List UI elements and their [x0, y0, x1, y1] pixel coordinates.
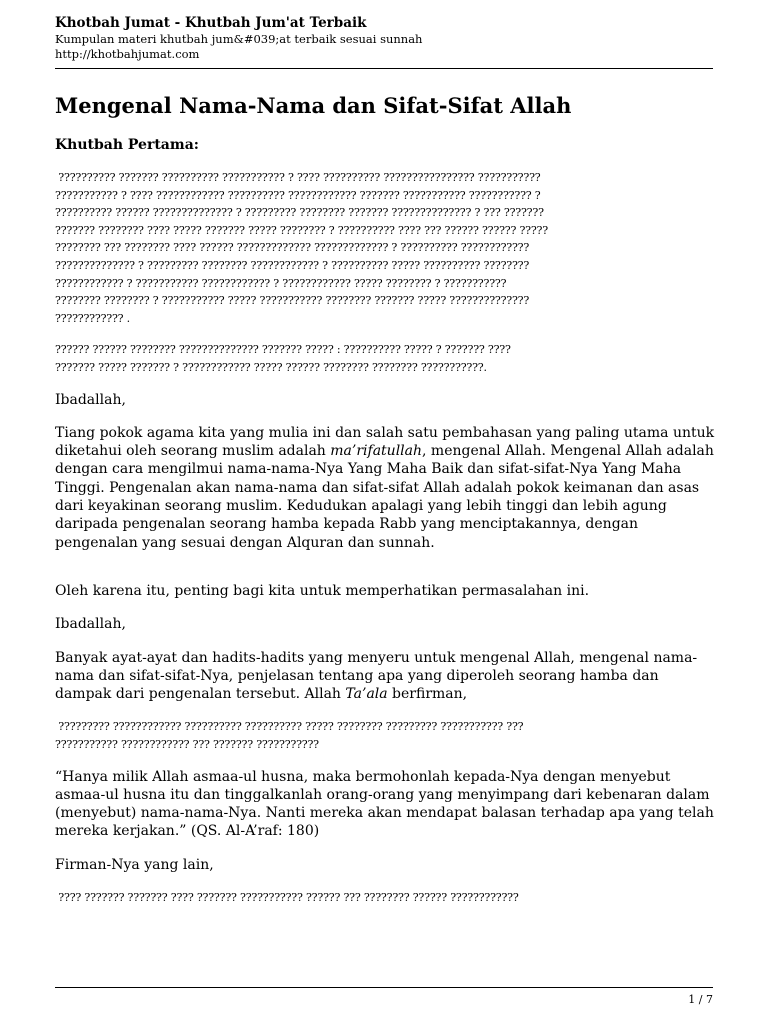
arabic-text-block: ????????? ???????????? ?????????? ?????????? ????? ???????? ????????? ??????????? ??? ??????????? ???????????? ??? ??????? ???????????: [55, 720, 524, 751]
site-tagline: Kumpulan materi khutbah jum&#039;at terbaik sesuai sunnah: [55, 32, 423, 46]
article-title: Mengenal Nama-Nama dan Sifat-Sifat Allah: [55, 93, 572, 118]
paragraph-text: Tiang pokok agama kita yang mulia ini dan salah satu pembahasan yang paling utama untuk diketahui oleh seorang muslim adalah: [55, 424, 715, 460]
site-url[interactable]: http://khotbahjumat.com: [55, 47, 200, 61]
quote-translation: “Hanya milik Allah asmaa-ul husna, maka bermohonlah kepada-Nya dengan menyebut asmaa-ul husna itu dan tinggalkanlah orang-orang yang menyimpang dari kebenaran dalam (menyebut) nama-nama-Nya. Nanti mereka akan mendapat balasan terhadap apa yang telah mereka kerjakan.” (QS. Al-A’raf: 180): [55, 768, 714, 840]
section-heading: Khutbah Pertama:: [55, 137, 199, 153]
italic-term: Ta’ala: [345, 686, 388, 703]
paragraph: Ibadallah,: [55, 616, 126, 633]
arabic-text-block: ?????????? ??????? ?????????? ??????????? ? ???? ?????????? ???????????????? ??????????? ??????????? ? ???? ???????????? ?????????? ???????????? ??????? ??????????? ??????????? ? ?????????? ?????? ?????????????? ? ????????? ???????? ??????? ?????????????? ? ??? ??????? ??????? ???????? ???? ????? ??????? ????? ???????? ? ?????????? ???? ??? ?????? ?????? ????? ???????? ??? ???????? ???? ?????? ????????????? ????????????? ? ?????????? ???????????? ?????????????? ? ????????? ???????? ???????????? ? ?????????? ????? ?????????? ???????? ???????????? ? ??????????? ???????????? ? ???????????? ????? ???????? ? ??????????? ???????? ???????? ? ??????????? ????? ??????????? ???????? ??????? ????? ?????????????? ???????????? .: [55, 171, 548, 325]
site-title: Khotbah Jumat - Khutbah Jum'at Terbaik: [55, 15, 367, 31]
document-header: [55, 14, 713, 69]
paragraph: Ibadallah,: [55, 391, 126, 408]
arabic-text-block: ?????? ?????? ???????? ?????????????? ??????? ????? : ?????????? ????? ? ??????? ???? ??????? ????? ??????? ? ???????????? ????? ?????? ???????? ???????? ???????????.: [55, 343, 511, 374]
paragraph-text: Banyak ayat-ayat dan hadits-hadits yang menyeru untuk mengenal Allah, mengenal nama-nama dan sifat-sifat-Nya, penjelasan tentang apa yang diperoleh seorang hamba dan dampak dari pengenalan tersebut. Allah: [55, 649, 698, 703]
arabic-text-block: ???? ??????? ??????? ???? ??????? ??????????? ?????? ??? ???????? ?????? ????????????: [55, 891, 519, 905]
paragraph: Oleh karena itu, penting bagi kita untuk memperhatikan permasalahan ini.: [55, 582, 590, 599]
article-body: [55, 92, 715, 921]
italic-term: ma’rifatullah: [330, 443, 423, 460]
document-footer: [55, 987, 713, 1006]
page-number: 1 / 7: [688, 993, 713, 1006]
paragraph: Firman-Nya yang lain,: [55, 856, 214, 873]
paragraph: [55, 424, 715, 552]
paragraph: [55, 649, 715, 704]
paragraph-text: , mengenal Allah. Mengenal Allah adalah dengan cara mengilmui nama-nama-Nya Yang Maha Baik dan sifat-sifat-Nya Yang Maha Tinggi. Pengenalan akan nama-nama dan sifat-sifat Allah adalah pokok keimanan dan asas dari keyakinan seorang muslim. Kedudukan apalagi yang lebih tinggi dan lebih agung daripada pengenalan seorang hamba kepada Rabb yang menciptakannya, dengan pengenalan yang sesuai dengan Alquran dan sunnah.: [55, 443, 714, 551]
paragraph-text: berfirman,: [387, 686, 468, 703]
